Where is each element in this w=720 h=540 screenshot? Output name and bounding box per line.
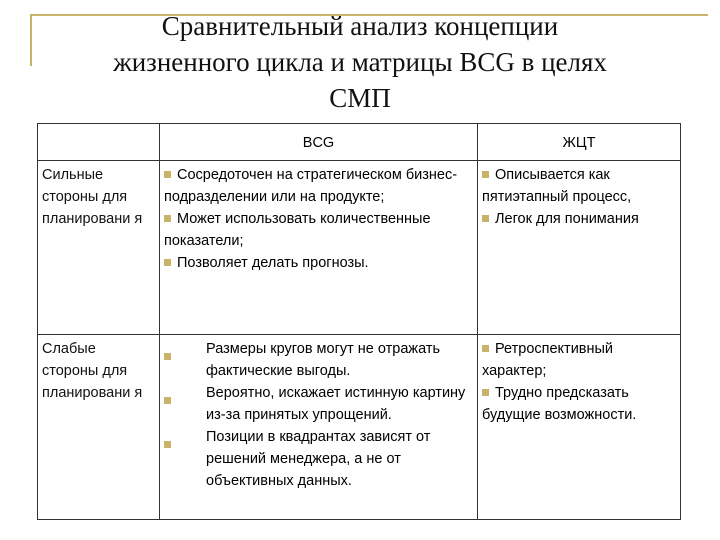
bullet-icon: [164, 215, 171, 222]
list-item: [164, 382, 473, 426]
list-item-text: Вероятно, искажает истинную картину из-за принятых упрощений.: [206, 385, 466, 423]
cell-lct-weaknesses: [478, 335, 681, 520]
bullet-icon: [164, 353, 171, 360]
header-lct: ЖЦТ: [478, 124, 681, 161]
list-item: [482, 208, 676, 230]
cell-lct-strengths: [478, 161, 681, 335]
list-item-text: Сосредоточен на стратегическом бизнес-подразделении или на продукте;: [164, 167, 458, 205]
list-item: [482, 164, 676, 208]
slide-title: [60, 8, 660, 116]
list-item-text: Ретроспективный характер;: [482, 341, 614, 379]
list-item-text: Описывается как пятиэтапный процесс,: [482, 167, 632, 205]
header-empty: [38, 124, 160, 161]
bullet-icon: [482, 171, 489, 178]
bullet-icon: [164, 441, 171, 448]
bullet-icon: [482, 345, 489, 352]
list-item: [164, 426, 473, 492]
table-row-weaknesses: [38, 335, 681, 520]
list-item-text: Может использовать количественные показатели;: [164, 211, 431, 249]
table-row-strengths: [38, 161, 681, 335]
bullet-icon: [482, 215, 489, 222]
bullet-icon: [164, 397, 171, 404]
table-header-row: [38, 124, 681, 161]
cell-bcg-strengths: [160, 161, 478, 335]
row-label-weaknesses: Слабые стороны для планировани я: [38, 335, 160, 520]
list-item-text: Трудно предсказать будущие возможности.: [482, 385, 637, 423]
list-item: [164, 164, 473, 208]
bullet-icon: [482, 389, 489, 396]
list-item: [164, 338, 473, 382]
title-line-1: Сравнительный анализ концепции: [161, 11, 559, 41]
comparison-table: [37, 123, 681, 520]
list-item: [482, 338, 676, 382]
list-item: [164, 252, 473, 274]
list-item: [164, 208, 473, 252]
title-line-3: СМП: [329, 83, 391, 113]
decorative-frame-left: [30, 14, 32, 66]
bullet-icon: [164, 171, 171, 178]
header-bcg: BCG: [160, 124, 478, 161]
cell-bcg-weaknesses: [160, 335, 478, 520]
list-item-text: Позволяет делать прогнозы.: [177, 255, 369, 271]
list-item: [482, 382, 676, 426]
list-item-text: Легок для понимания: [495, 211, 639, 227]
row-label-strengths: Сильные стороны для планировани я: [38, 161, 160, 335]
bullet-icon: [164, 259, 171, 266]
list-item-text: Позиции в квадрантах зависят от решений менеджера, а не от объективных данных.: [206, 429, 431, 489]
list-item-text: Размеры кругов могут не отражать фактические выгоды.: [206, 341, 441, 379]
title-line-2: жизненного цикла и матрицы BCG в целях: [113, 47, 607, 77]
